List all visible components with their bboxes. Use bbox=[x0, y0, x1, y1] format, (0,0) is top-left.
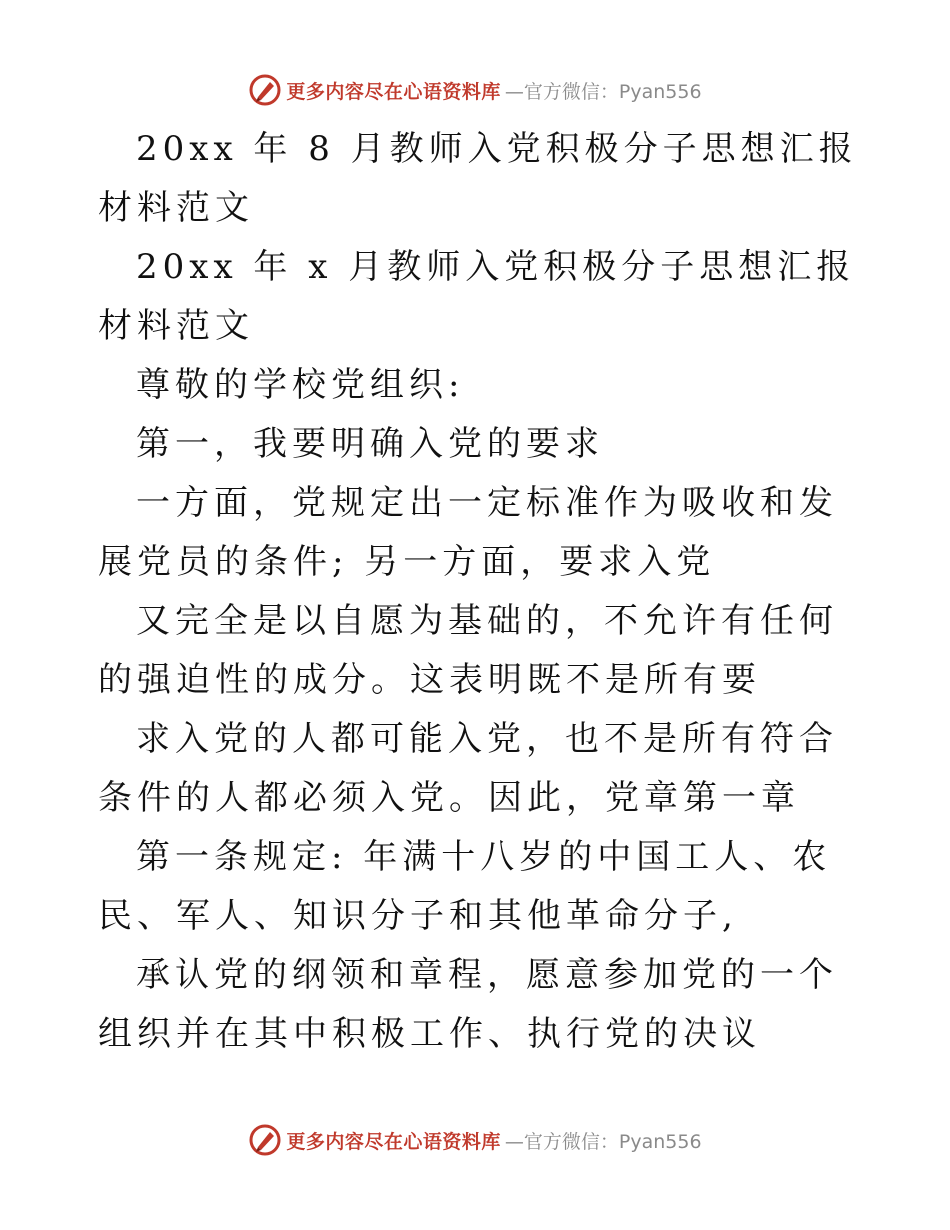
body-paragraph: 求入党的人都可能入党，也不是所有符合条件的人都必须入党。因此，党章第一章 bbox=[98, 719, 838, 818]
salutation: 尊敬的学校党组织: bbox=[136, 365, 465, 405]
document-body bbox=[98, 120, 858, 1064]
footer-banner-inner bbox=[248, 1123, 701, 1157]
pen-nib-logo-icon bbox=[248, 73, 282, 107]
footer-banner bbox=[0, 1120, 950, 1160]
section-heading-1: 第一，我要明确入党的要求 bbox=[136, 424, 604, 464]
body-paragraph: 第一条规定: 年满十八岁的中国工人、农民、军人、知识分子和其他革命分子, bbox=[98, 837, 832, 936]
body-paragraph: 一方面，党规定出一定标准作为吸收和发展党员的条件; 另一方面，要求入党 bbox=[98, 483, 838, 582]
body-paragraph: 承认党的纲领和章程，愿意参加党的一个组织并在其中积极工作、执行党的决议 bbox=[98, 955, 838, 1054]
header-banner-wechat: —官方微信：Pyan556 bbox=[504, 80, 702, 103]
document-title-1: 20xx 年 8 月教师入党积极分子思想汇报材料范文 bbox=[98, 129, 858, 228]
footer-banner-wechat: —官方微信：Pyan556 bbox=[504, 1130, 702, 1153]
header-banner-title: 更多内容尽在心语资料库 bbox=[286, 80, 501, 103]
body-paragraph: 又完全是以自愿为基础的，不允许有任何的强迫性的成分。这表明既不是所有要 bbox=[98, 601, 838, 700]
pen-nib-logo-icon bbox=[248, 1123, 282, 1157]
header-banner-inner bbox=[248, 73, 701, 107]
footer-banner-title: 更多内容尽在心语资料库 bbox=[286, 1130, 501, 1153]
document-title-2: 20xx 年 x 月教师入党积极分子思想汇报材料范文 bbox=[98, 247, 856, 346]
header-banner bbox=[0, 70, 950, 110]
